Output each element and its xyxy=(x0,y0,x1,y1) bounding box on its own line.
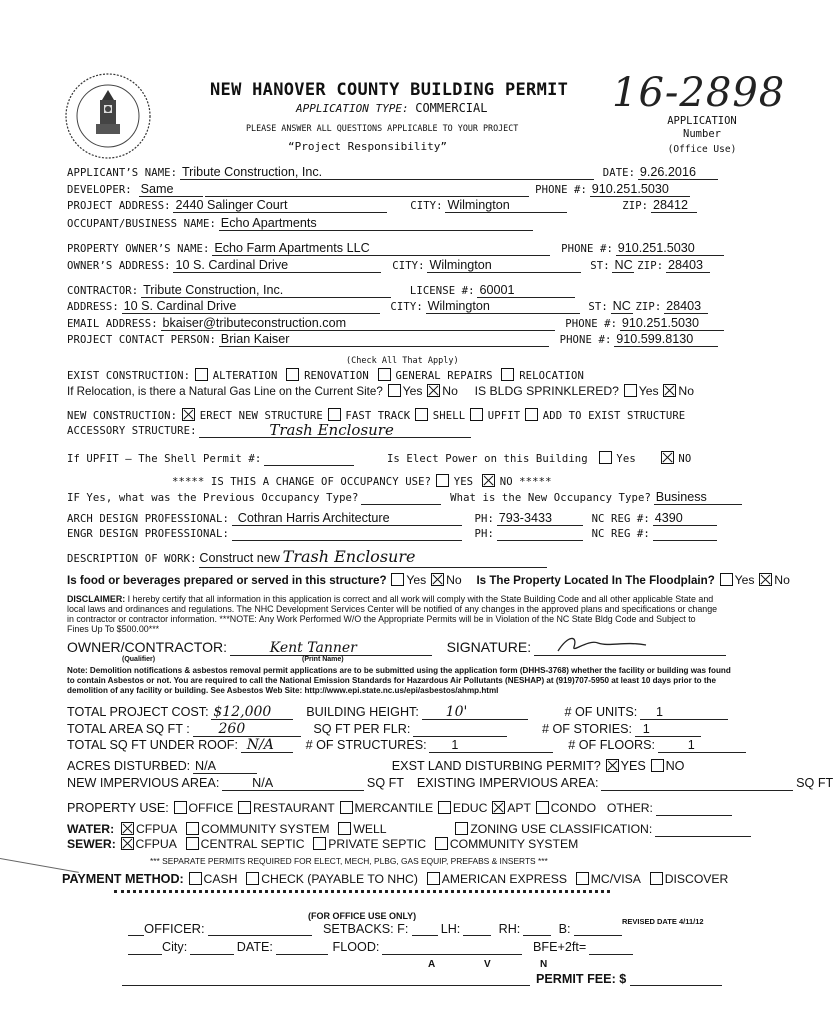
project-address-field[interactable]: 2440 Salinger Court xyxy=(173,199,387,213)
water-well-label: WELL xyxy=(353,822,387,836)
mercantile-checkbox[interactable] xyxy=(340,801,353,814)
contractor-address-label: ADDRESS: xyxy=(67,301,119,313)
app-box-line1: APPLICATION xyxy=(667,115,737,127)
change-occupancy-row xyxy=(172,474,552,489)
owner-contractor-field[interactable]: Kent Tanner xyxy=(230,642,432,656)
discover-label: DISCOVER xyxy=(664,872,729,886)
description-handwritten: Trash Enclosure xyxy=(282,547,416,566)
disclaimer-title: DISCLAIMER: xyxy=(67,594,126,604)
impervious-row xyxy=(67,776,833,791)
app-box-line3: (Office Use) xyxy=(667,144,737,155)
sprinklered-yes-label: Yes xyxy=(638,384,659,398)
food-no-label: No xyxy=(446,573,462,587)
condo-checkbox[interactable] xyxy=(536,801,549,814)
flood-no-checkbox[interactable] xyxy=(759,573,772,586)
area-field[interactable]: 260 xyxy=(193,723,301,737)
owner-name-label: PROPERTY OWNER’S NAME: xyxy=(67,243,210,255)
gas-line-yes-checkbox[interactable] xyxy=(388,384,401,397)
applicant-name-field[interactable]: Tribute Construction, Inc. xyxy=(180,166,594,180)
sqft-per-flr-field[interactable] xyxy=(413,724,507,737)
project-address-label: PROJECT ADDRESS: xyxy=(67,200,171,212)
shell-label: SHELL xyxy=(432,410,466,422)
contractor-zip-field[interactable]: 28403 xyxy=(664,300,708,314)
app-type-label: APPLICATION TYPE: xyxy=(296,102,409,115)
sewer-community-checkbox[interactable] xyxy=(435,837,448,850)
permit-fee-row xyxy=(536,972,722,986)
contractor-phone-field[interactable]: 910.251.5030 xyxy=(620,317,724,331)
project-city-field[interactable]: Wilmington xyxy=(445,199,567,213)
central-septic-label: CENTRAL SEPTIC xyxy=(200,837,305,851)
date-field[interactable]: 9.26.2016 xyxy=(638,166,718,180)
office-city-field[interactable] xyxy=(190,942,234,955)
applicant-row xyxy=(67,166,718,180)
educ-checkbox[interactable] xyxy=(438,801,451,814)
units-label: # OF UNITS: xyxy=(564,705,638,719)
food-yes-label: Yes xyxy=(406,573,427,587)
sqft-per-flr-label: SQ FT PER FLR: xyxy=(313,722,411,736)
separate-permits-note: *** SEPARATE PERMITS REQUIRED FOR ELECT, MECH, PLBG, GAS EQUIP, PREFABS & INSERTS *** xyxy=(150,856,548,866)
gas-line-no-label: No xyxy=(442,384,458,398)
elect-yes-label: Yes xyxy=(616,453,636,465)
floors-field[interactable]: 1 xyxy=(658,739,746,753)
office-checkbox[interactable] xyxy=(174,801,187,814)
permit-number: 16-2898 xyxy=(612,70,786,116)
alteration-checkbox[interactable] xyxy=(195,368,208,381)
mcvisa-label: MC/VISA xyxy=(590,872,641,886)
officer-field[interactable] xyxy=(208,923,312,936)
upfit-label: UPFIT xyxy=(487,410,521,422)
roof-field[interactable]: N/A xyxy=(241,739,293,753)
bfe-label: BFE+2ft= xyxy=(533,940,587,954)
flood-zone-a: A xyxy=(428,959,436,970)
engr-ph-field[interactable] xyxy=(497,528,583,541)
elect-yes-checkbox[interactable] xyxy=(599,451,612,464)
zoning-label: ZONING USE CLASSIFICATION: xyxy=(470,822,653,836)
property-use-row xyxy=(67,801,732,816)
new-occupancy-field[interactable]: Business xyxy=(654,491,742,505)
b-field[interactable] xyxy=(574,923,622,936)
office-use-title: (FOR OFFICE USE ONLY) xyxy=(308,911,417,921)
upfit-checkbox[interactable] xyxy=(470,408,483,421)
roof-row xyxy=(67,738,746,753)
area-label: TOTAL AREA SQ FT : xyxy=(67,722,190,736)
email-row xyxy=(67,317,724,331)
land-yes-checkbox[interactable] xyxy=(606,759,619,772)
water-cfpua-label: CFPUA xyxy=(135,822,178,836)
central-septic-checkbox[interactable] xyxy=(186,837,199,850)
land-no-checkbox[interactable] xyxy=(651,759,664,772)
instruction-text: PLEASE ANSWER ALL QUESTIONS APPLICABLE TO YOUR PROJECT xyxy=(246,123,519,133)
sprinklered-question: IS BLDG SPRINKLERED? xyxy=(474,384,619,398)
revised-date: REVISED DATE 4/11/12 xyxy=(622,917,704,926)
land-no-label: NO xyxy=(665,759,685,773)
scan-artifact-line xyxy=(0,858,79,873)
previous-occupancy-label: IF Yes, what was the Previous Occupancy Type? xyxy=(67,492,359,504)
stories-label: # OF STORIES: xyxy=(541,722,632,736)
gas-line-yes-label: Yes xyxy=(402,384,423,398)
rh-label: RH: xyxy=(498,922,521,936)
zoning-checkbox[interactable] xyxy=(455,822,468,835)
owner-st-label: ST: xyxy=(590,260,610,272)
email-field[interactable]: bkaiser@tributeconstruction.com xyxy=(161,317,555,331)
height-label: BUILDING HEIGHT: xyxy=(306,705,419,719)
roof-label: TOTAL SQ FT UNDER ROOF: xyxy=(67,738,238,752)
food-question: Is food or beverages prepared or served in this structure? xyxy=(67,574,387,587)
payment-label: PAYMENT METHOD: xyxy=(62,872,184,886)
payment-row xyxy=(62,872,728,887)
demolition-note: Note: Demolition notifications & asbestos removal permit applications are to be submitted using the application form (DHHS-3768) whether the facility or building was found to contain Asbestos or not. You are required to call the National Emission Standards for Hazardous Air Pollutants (NESHAP) at (919)707-5950 at least 10 days prior to the demolition of any facility or building. See Asbestos Web Site: http://www.epi.state.nc.us/epi/asbestos/ahmp.html xyxy=(67,666,731,695)
apt-label: APT xyxy=(507,801,531,815)
structures-label: # OF STRUCTURES: xyxy=(305,738,427,752)
engr-row xyxy=(67,527,717,541)
cost-row xyxy=(67,705,728,720)
other-label: OTHER: xyxy=(606,801,653,815)
renovation-label: RENOVATION xyxy=(304,370,369,382)
contractor-phone-label: PHONE #: xyxy=(565,318,618,330)
cost-label: TOTAL PROJECT COST: xyxy=(67,705,209,719)
sewer-cfpua-checkbox[interactable] xyxy=(121,837,134,850)
setbacks-f-field[interactable] xyxy=(412,923,438,936)
app-type-value: COMMERCIAL xyxy=(415,101,488,115)
applicant-name-label: APPLICANT’S NAME: xyxy=(67,167,178,179)
sprinklered-no-checkbox[interactable] xyxy=(663,384,676,397)
contact-phone-field[interactable]: 910.599.8130 xyxy=(614,333,718,347)
impervious-sqft-label: SQ FT xyxy=(366,776,405,790)
flood-no-label: No xyxy=(774,573,790,587)
engr-ph-label: PH: xyxy=(474,528,494,540)
shell-checkbox[interactable] xyxy=(415,408,428,421)
owner-name-row xyxy=(67,242,724,256)
floors-label: # OF FLOORS: xyxy=(568,738,655,752)
cash-label: CASH xyxy=(203,872,238,886)
project-address-row xyxy=(67,199,697,213)
existing-impervious-label: EXISTING IMPERVIOUS AREA: xyxy=(416,776,599,790)
educ-label: EDUC xyxy=(452,801,488,815)
lh-label: LH: xyxy=(440,922,461,936)
land-disturbing-question: EXST LAND DISTURBING PERMIT? xyxy=(391,759,601,773)
print-name-label: (Print Name) xyxy=(302,656,344,663)
mercantile-label: MERCANTILE xyxy=(354,801,434,815)
add-to-exist-checkbox[interactable] xyxy=(525,408,538,421)
arch-reg-field[interactable]: 4390 xyxy=(653,512,717,526)
change-occupancy-question: ***** IS THIS A CHANGE OF OCCUPANCY USE? xyxy=(172,476,432,488)
elect-no-checkbox[interactable] xyxy=(661,451,674,464)
officer-label: OFFICER: xyxy=(144,921,205,936)
office-row-2 xyxy=(128,940,633,955)
new-construction-label: NEW CONSTRUCTION: xyxy=(67,410,178,422)
developer-label: DEVELOPER: xyxy=(67,184,132,196)
b-label: B: xyxy=(558,922,571,936)
engr-reg-field[interactable] xyxy=(653,528,717,541)
property-use-label: PROPERTY USE: xyxy=(67,801,169,815)
flood-label: FLOOD: xyxy=(332,940,380,954)
relocation-row xyxy=(67,384,694,399)
fast-track-label: FAST TRACK xyxy=(345,410,411,422)
sewer-community-label: COMMUNITY SYSTEM xyxy=(449,837,579,851)
impervious-label: NEW IMPERVIOUS AREA: xyxy=(67,776,220,790)
stories-field[interactable]: 1 xyxy=(635,723,701,737)
existing-sqft-label: SQ FT xyxy=(796,776,833,790)
office-city-label: City: xyxy=(162,940,188,954)
engr-reg-label: NC REG #: xyxy=(591,528,650,540)
license-field[interactable]: 60001 xyxy=(477,284,575,298)
water-community-label: COMMUNITY SYSTEM xyxy=(201,822,330,836)
project-city-label: CITY: xyxy=(410,200,443,212)
contact-field[interactable]: Brian Kaiser xyxy=(219,333,549,347)
acres-row xyxy=(67,759,684,774)
lh-field[interactable] xyxy=(463,923,491,936)
contractor-st-label: ST: xyxy=(588,301,608,313)
structures-field[interactable]: 1 xyxy=(429,739,553,753)
water-community-checkbox[interactable] xyxy=(186,822,199,835)
change-occupancy-yes-checkbox[interactable] xyxy=(436,474,449,487)
contractor-city-label: CITY: xyxy=(390,301,423,313)
owner-address-row xyxy=(67,259,710,273)
erect-new-checkbox[interactable] xyxy=(182,408,195,421)
general-repairs-checkbox[interactable] xyxy=(378,368,391,381)
rh-field[interactable] xyxy=(523,923,551,936)
separator-stars xyxy=(114,890,610,897)
relocation-label: RELOCATION xyxy=(519,370,584,382)
private-septic-checkbox[interactable] xyxy=(313,837,326,850)
elect-power-question: Is Elect Power on this Building xyxy=(386,453,588,465)
office-row-1 xyxy=(128,922,622,936)
accessory-row xyxy=(67,421,471,439)
owner-zip-field[interactable]: 28403 xyxy=(666,259,710,273)
owner-address-label: OWNER’S ADDRESS: xyxy=(67,260,171,272)
amex-label: AMERICAN EXPRESS xyxy=(441,872,567,886)
arch-label: ARCH DESIGN PROFESSIONAL: xyxy=(67,513,229,525)
contact-row xyxy=(67,333,718,347)
existing-impervious-field[interactable] xyxy=(601,778,793,791)
sewer-cfpua-label: CFPUA xyxy=(135,837,177,851)
land-yes-label: YES xyxy=(620,759,646,773)
occupant-row xyxy=(67,217,533,231)
acres-label: ACRES DISTURBED: xyxy=(67,759,191,773)
contractor-row xyxy=(67,284,575,298)
relocation-checkbox[interactable] xyxy=(501,368,514,381)
gas-line-question: If Relocation, is there a Natural Gas Line on the Current Site? xyxy=(67,385,383,398)
occupant-field[interactable]: Echo Apartments xyxy=(219,217,533,231)
contractor-field[interactable]: Tribute Construction, Inc. xyxy=(141,284,391,298)
add-to-exist-label: ADD TO EXIST STRUCTURE xyxy=(542,410,686,422)
office-label: OFFICE xyxy=(188,801,234,815)
existing-construction-row xyxy=(67,368,584,383)
owner-city-label: CITY: xyxy=(392,260,425,272)
developer-phone-label: PHONE #: xyxy=(535,184,587,196)
flood-question: Is The Property Located In The Floodplain? xyxy=(476,574,715,587)
contractor-address-field[interactable]: 10 S. Cardinal Drive xyxy=(122,300,380,314)
developer-row xyxy=(67,183,690,197)
occupancy-type-row xyxy=(67,491,742,505)
general-repairs-label: GENERAL REPAIRS xyxy=(395,370,493,382)
flood-field[interactable] xyxy=(382,942,522,955)
food-no-checkbox[interactable] xyxy=(431,573,444,586)
fast-track-checkbox[interactable] xyxy=(328,408,341,421)
owner-zip-label: ZIP: xyxy=(637,260,664,272)
disclaimer-text: I hereby certify that all information in this application is correct and all work will comply with the State Building Code and all other applicable State and local laws and ordinances and regulations. The NHC Development Services Center will be notified of any changes in the approved plans and specifications or change in contractor or contractor information. ***NOTE: Any Work Performed W/O the Appropriate Permits will be in Violation of the NC State Bldg Code and Subject to Fines Up To $500.00*** xyxy=(67,594,718,634)
height-field[interactable]: 10' xyxy=(422,706,528,720)
accessory-field[interactable]: Trash Enclosure xyxy=(199,424,471,438)
contact-label: PROJECT CONTACT PERSON: xyxy=(67,334,216,346)
contractor-address-row xyxy=(67,300,708,314)
renovation-checkbox[interactable] xyxy=(286,368,299,381)
developer-phone-field[interactable]: 910.251.5030 xyxy=(590,183,690,197)
flood-zone-n: N xyxy=(540,959,548,970)
form-title: NEW HANOVER COUNTY BUILDING PERMIT xyxy=(210,80,569,100)
owner-contractor-label: OWNER/CONTRACTOR: xyxy=(67,639,227,655)
sprinklered-yes-checkbox[interactable] xyxy=(624,384,637,397)
app-box-line2: Number xyxy=(683,128,721,140)
county-seal xyxy=(64,72,152,160)
arch-ph-label: PH: xyxy=(474,513,494,525)
developer-field[interactable]: Same xyxy=(139,183,203,197)
food-flood-row xyxy=(67,573,790,588)
check-checkbox[interactable] xyxy=(246,872,259,885)
fee-line xyxy=(122,985,530,986)
alteration-label: ALTERATION xyxy=(212,370,278,382)
zoning-field[interactable] xyxy=(655,824,751,837)
project-zip-label: ZIP: xyxy=(622,200,649,212)
owner-st-field[interactable]: NC xyxy=(614,258,633,272)
arch-ph-field[interactable]: 793-3433 xyxy=(497,512,583,526)
shell-permit-label: If UPFIT – The Shell Permit #: xyxy=(67,453,262,465)
description-row xyxy=(67,549,547,568)
sewer-row xyxy=(67,837,578,852)
qualifier-label: (Qualifier) xyxy=(122,656,156,663)
cost-field[interactable]: $12,000 xyxy=(211,706,293,720)
setbacks-f-label: SETBACKS: F: xyxy=(322,922,409,936)
previous-occupancy-field[interactable] xyxy=(361,492,441,505)
sewer-label: SEWER: xyxy=(67,837,116,851)
apt-checkbox[interactable] xyxy=(492,801,505,814)
change-occupancy-no-label: NO ***** xyxy=(499,476,552,488)
description-typed: Construct new xyxy=(199,551,280,565)
accessory-label: ACCESSORY STRUCTURE: xyxy=(67,425,197,437)
permit-fee-field[interactable] xyxy=(630,973,722,986)
engr-label: ENGR DESIGN PROFESSIONAL: xyxy=(67,528,229,540)
owner-phone-label: PHONE #: xyxy=(561,243,613,255)
owner-name-field[interactable]: Echo Farm Apartments LLC xyxy=(212,242,550,256)
change-occupancy-yes-label: YES xyxy=(453,476,474,488)
bfe-field[interactable] xyxy=(589,942,633,955)
upfit-row xyxy=(67,451,691,466)
date-label: DATE: xyxy=(602,167,636,179)
shell-permit-field[interactable] xyxy=(264,453,354,466)
other-field[interactable] xyxy=(656,803,732,816)
private-septic-label: PRIVATE SEPTIC xyxy=(328,837,427,851)
contractor-label: CONTRACTOR: xyxy=(67,285,139,297)
contractor-city-field[interactable]: Wilmington xyxy=(426,300,580,314)
units-field[interactable]: 1 xyxy=(640,706,728,720)
impervious-field[interactable]: N/A xyxy=(222,777,364,791)
condo-label: CONDO xyxy=(550,801,597,815)
disclaimer xyxy=(67,594,719,634)
check-label: CHECK (PAYABLE TO NHC) xyxy=(261,872,418,886)
owner-phone-field[interactable]: 910.251.5030 xyxy=(616,242,724,256)
description-label: DESCRIPTION OF WORK: xyxy=(67,553,197,565)
office-date-field[interactable] xyxy=(276,942,328,955)
license-label: LICENSE #: xyxy=(409,285,475,297)
description-field[interactable] xyxy=(199,549,547,568)
water-label: WATER: xyxy=(67,822,115,836)
signature-label: SIGNATURE: xyxy=(446,639,532,655)
elect-no-label: NO xyxy=(678,453,692,465)
amex-checkbox[interactable] xyxy=(427,872,440,885)
existing-construction-label: EXIST CONSTRUCTION: xyxy=(67,370,191,382)
signature-field[interactable] xyxy=(534,639,726,656)
sprinklered-no-label: No xyxy=(678,384,695,398)
flood-zone-v: V xyxy=(484,959,491,970)
motto: “Project Responsibility” xyxy=(288,140,447,153)
water-well-checkbox[interactable] xyxy=(338,822,351,835)
arch-row xyxy=(67,512,717,526)
engr-field[interactable] xyxy=(232,528,462,541)
email-label: EMAIL ADDRESS: xyxy=(67,318,158,330)
restaurant-label: RESTAURANT xyxy=(253,801,335,815)
application-type xyxy=(296,101,487,115)
gas-line-no-checkbox[interactable] xyxy=(427,384,440,397)
owner-address-field[interactable]: 10 S. Cardinal Drive xyxy=(173,259,381,273)
contractor-st-field[interactable]: NC xyxy=(612,299,631,313)
water-row xyxy=(67,822,751,837)
flood-yes-checkbox[interactable] xyxy=(720,573,733,586)
permit-fee-label: PERMIT FEE: $ xyxy=(536,972,627,986)
restaurant-checkbox[interactable] xyxy=(238,801,251,814)
erect-new-label: ERECT NEW STRUCTURE xyxy=(199,410,323,422)
application-number-box xyxy=(650,115,754,156)
owner-contractor-row xyxy=(67,639,726,656)
mcvisa-checkbox[interactable] xyxy=(576,872,589,885)
contact-phone-label: PHONE #: xyxy=(559,334,612,346)
flood-yes-label: Yes xyxy=(734,573,755,587)
project-zip-field[interactable]: 28412 xyxy=(651,199,697,213)
water-cfpua-checkbox[interactable] xyxy=(121,822,134,835)
occupant-label: OCCUPANT/BUSINESS NAME: xyxy=(67,218,216,230)
arch-reg-label: NC REG #: xyxy=(591,513,650,525)
change-occupancy-no-checkbox[interactable] xyxy=(482,474,495,487)
contractor-zip-label: ZIP: xyxy=(635,301,662,313)
cash-checkbox[interactable] xyxy=(189,872,202,885)
food-yes-checkbox[interactable] xyxy=(391,573,404,586)
area-row xyxy=(67,722,701,737)
check-all-note: (Check All That Apply) xyxy=(346,356,459,366)
discover-checkbox[interactable] xyxy=(650,872,663,885)
new-occupancy-label: What is the New Occupancy Type? xyxy=(450,492,651,504)
office-date-label: DATE: xyxy=(236,940,273,954)
acres-field[interactable]: N/A xyxy=(193,760,257,774)
owner-city-field[interactable]: Wilmington xyxy=(427,259,581,273)
arch-field[interactable]: Cothran Harris Architecture xyxy=(232,512,462,526)
